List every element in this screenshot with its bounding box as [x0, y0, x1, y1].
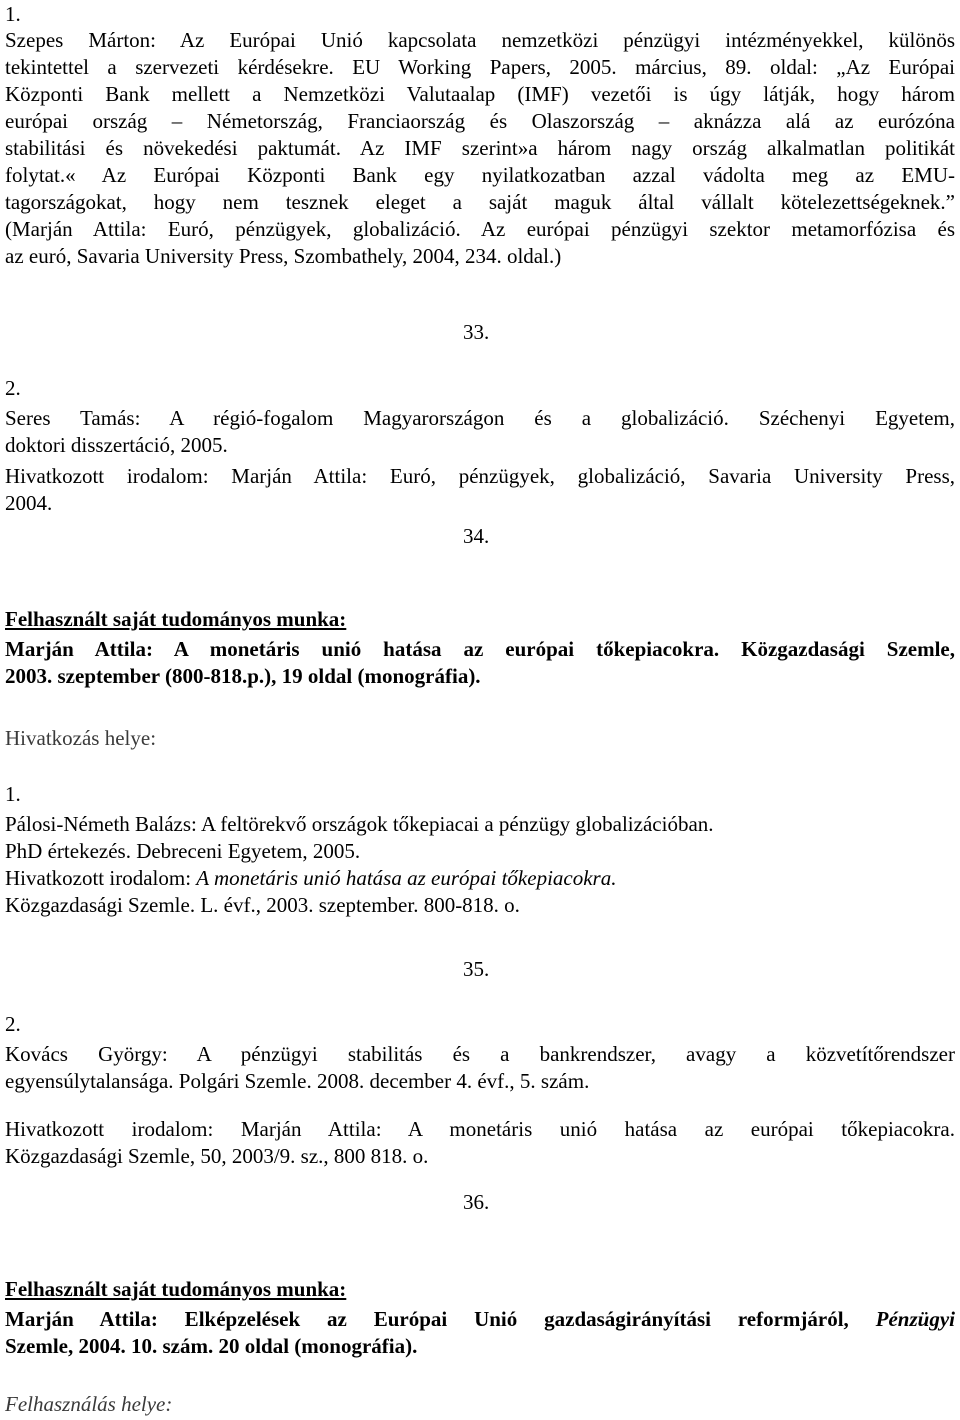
citation-text-line: egyensúlytalansága. Polgári Szemle. 2008. december 4. évf., 5. szám. — [5, 1069, 590, 1093]
citation-text-line: stabilitási és növekedési paktumát. Az IMF szerint»a három nagy ország alkalmatlan politikát — [5, 136, 955, 160]
citation-text-line — [5, 864, 955, 892]
citation-text-line: (Marján Attila: Euró, pénzügyek, globalizáció. Az európai pénzügyi szektor metamorfózisa és — [5, 217, 955, 241]
citation-text-line: Szepes Márton: Az Európai Unió kapcsolata nemzetközi pénzügyi intézményekkel, különös — [5, 28, 955, 52]
citation-text-line: Seres Tamás: A régió-fogalom Magyarországon és a globalizáció. Széchenyi Egyetem, — [5, 406, 955, 430]
citation-text-line: Hivatkozott irodalom: Marján Attila: Euró, pénzügyek, globalizáció, Savaria University Press, — [5, 464, 955, 488]
citation-place-label: Hivatkozás helye: — [5, 726, 157, 750]
section-heading: Felhasznált saját tudományos munka: — [5, 607, 347, 631]
citation-number: 2. — [5, 1012, 21, 1036]
citation-text-line: folytat.« Az Európai Központi Bank egy nyilatkozatban azzal vádolta meg az EMU- — [5, 163, 955, 187]
usage-place-label: Felhasználás helye: — [5, 1392, 173, 1416]
own-work-text: Marján Attila: Elképzelések az Európai Unió gazdaságirányítási reformjáról, — [5, 1307, 876, 1331]
citation-number: 1. — [5, 2, 21, 26]
page-number: 34. — [463, 524, 490, 548]
own-work-line: Szemle, 2004. 10. szám. 20 oldal (monográfia). — [5, 1334, 418, 1358]
section-heading: Felhasznált saját tudományos munka: — [5, 1277, 347, 1301]
citation-text-line: az euró, Savaria University Press, Szombathely, 2004, 234. oldal.) — [5, 244, 562, 268]
citation-text-line: Közgazdasági Szemle, 50, 2003/9. sz., 800 818. o. — [5, 1144, 429, 1168]
citation-text-line: Pálosi-Németh Balázs: A feltörekvő országok tőkepiacai a pénzügy globalizációban. — [5, 812, 714, 836]
citation-text-line: doktori disszertáció, 2005. — [5, 433, 228, 457]
cited-work-title: A monetáris unió hatása az európai tőkepiacokra. — [196, 866, 617, 890]
citation-text-line: PhD értekezés. Debreceni Egyetem, 2005. — [5, 839, 361, 863]
citation-text-line: tagországokat, hogy nem tesznek eleget a saját maguk által vállalt kötelezettségeknek.” — [5, 190, 955, 214]
citation-text-line: európai ország – Németország, Franciaország és Olaszország – aknázza alá az eurózóna — [5, 109, 955, 133]
own-work-line: Marján Attila: A monetáris unió hatása az európai tőkepiacokra. Közgazdasági Szemle, — [5, 637, 955, 661]
own-work-line: 2003. szeptember (800-818.p.), 19 oldal (monográfia). — [5, 664, 481, 688]
citation-text-line: tekintettel a szervezeti kérdésekre. EU Working Papers, 2005. március, 89. oldal: „Az Európai — [5, 55, 955, 79]
citation-text-line: Közgazdasági Szemle. L. évf., 2003. szeptember. 800-818. o. — [5, 893, 520, 917]
own-work-line — [5, 1305, 955, 1333]
page-number: 36. — [463, 1190, 490, 1214]
journal-name: Pénzügyi — [875, 1307, 955, 1331]
citation-number: 2. — [5, 376, 21, 400]
citation-text-line: 2004. — [5, 491, 53, 515]
page-number: 35. — [463, 957, 490, 981]
citation-number: 1. — [5, 782, 21, 806]
cited-literature-label: Hivatkozott irodalom: — [5, 866, 197, 890]
page-number: 33. — [463, 320, 490, 344]
citation-text-line: Kovács György: A pénzügyi stabilitás és a bankrendszer, avagy a közvetítőrendszer — [5, 1042, 955, 1066]
citation-text-line: Központi Bank mellett a Nemzetközi Valutaalap (IMF) vezetői is úgy látják, hogy három — [5, 82, 955, 106]
citation-text-line: Hivatkozott irodalom: Marján Attila: A monetáris unió hatása az európai tőkepiacokra. — [5, 1117, 955, 1141]
